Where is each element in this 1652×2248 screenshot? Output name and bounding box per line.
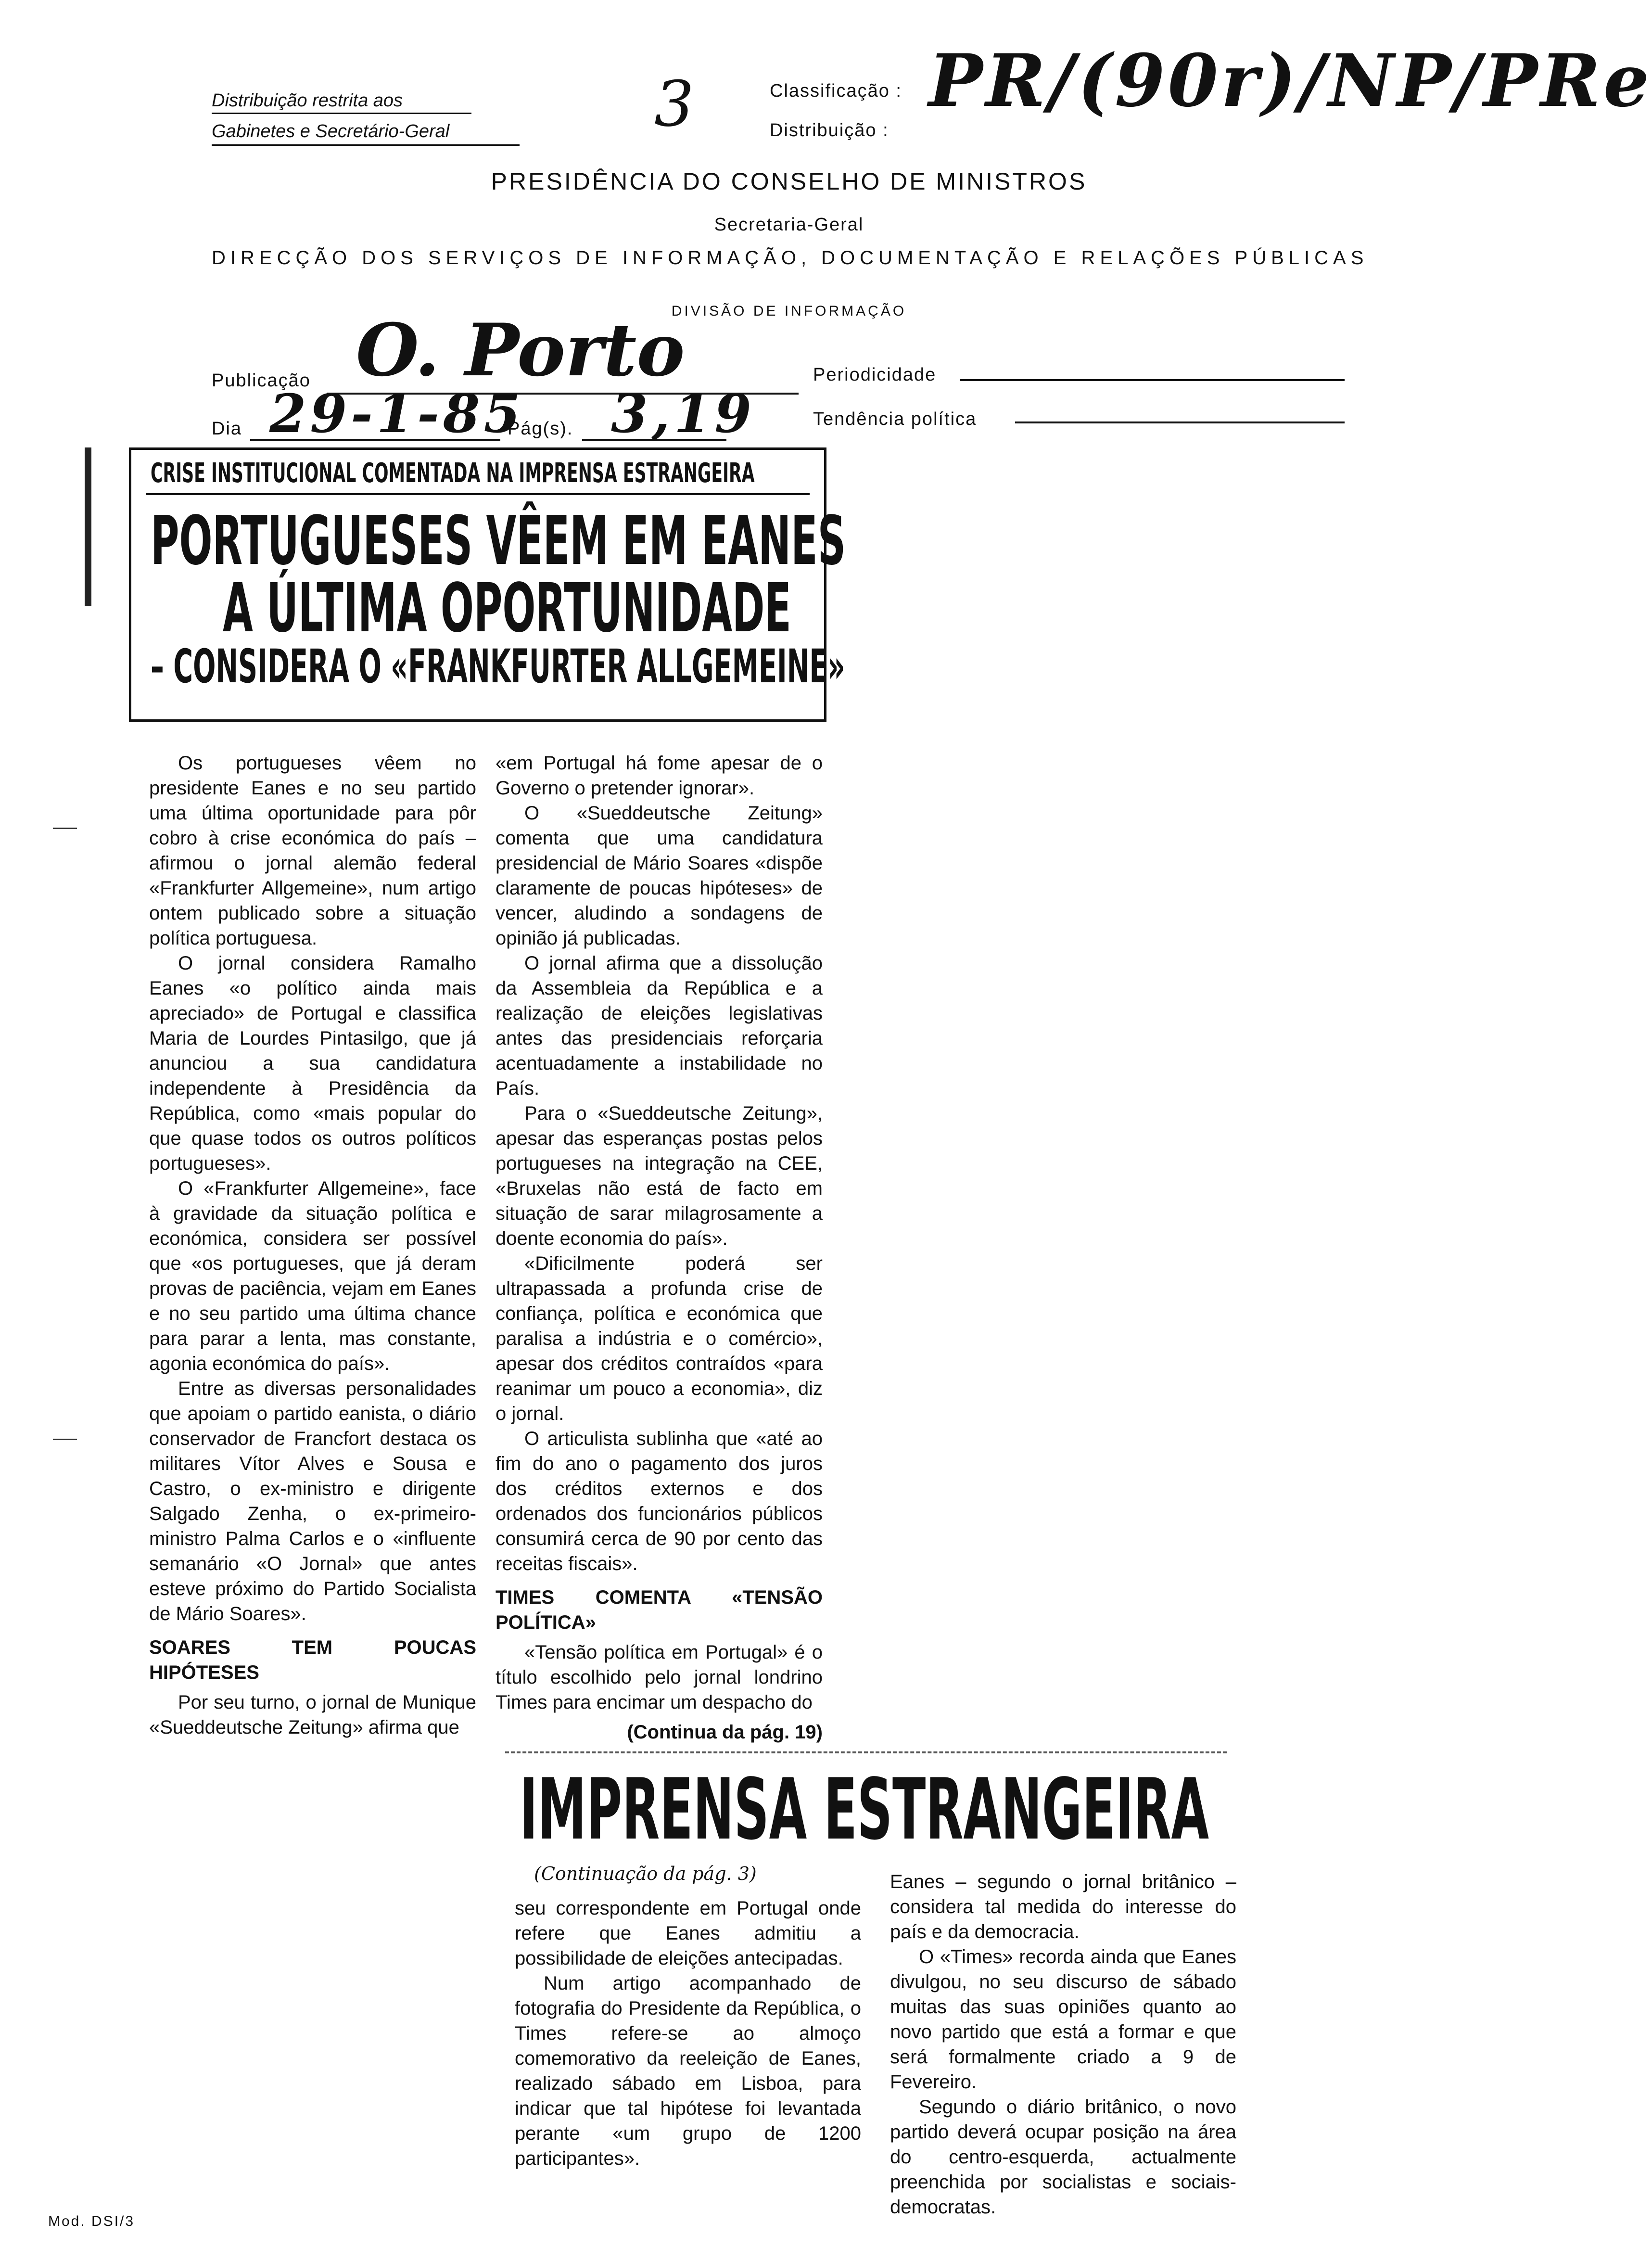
col2-paragraph: O articulista sublinha que «até ao fim do ano o pagamento dos juros dos créditos externos e dos ordenados dos funcionários públicos consumirá cerca de 90 por cento das receitas fiscais». bbox=[496, 1428, 823, 1574]
restricted-underline-2 bbox=[212, 144, 520, 146]
headline-line-1: PORTUGUESES VÊEM EM EANES bbox=[151, 502, 846, 580]
continuation-column-1 bbox=[515, 1896, 861, 2171]
cont-col2-paragraph: Eanes – segundo o jornal britânico – considera tal medida do interesse do país e da democracia. bbox=[890, 1871, 1236, 1942]
secretaria-subtitle: Secretaria-Geral bbox=[714, 215, 864, 235]
classificacao-label: Classificação : bbox=[770, 81, 902, 101]
dia-value: 29-1-85 bbox=[269, 383, 524, 445]
col2-paragraph: «Dificilmente poderá ser ultrapassada a profunda crise de confiança, política e económica que paralisa a indústria e o comércio», apesar dos créditos contraídos «para reanimar um pouco a economia», diz o jornal. bbox=[496, 1253, 823, 1424]
handwritten-mark: 3 bbox=[654, 67, 694, 140]
kicker-rule bbox=[146, 493, 810, 495]
continued-note: (Continua da pág. 19) bbox=[627, 1722, 823, 1743]
col2-paragraph: Para o «Sueddeutsche Zeitung», apesar das esperanças postas pelos portugueses na integração na CEE, «Bruxelas não está de facto em situação de sarar milagrosamente a doente economia do país». bbox=[496, 1103, 823, 1249]
clipping-divider bbox=[505, 1751, 1227, 1753]
periodicidade-label: Periodicidade bbox=[813, 365, 937, 385]
col2-paragraph: «em Portugal há fome apesar de o Governo o pretender ignorar». bbox=[496, 753, 823, 799]
continuation-column-2 bbox=[890, 1869, 1236, 2220]
scan-tick-1 bbox=[53, 828, 77, 829]
cont-col1-paragraph: seu correspondente em Portugal onde refere que Eanes admitiu a possibilidade de eleições antecipadas. bbox=[515, 1898, 861, 1969]
handwritten-code: PR/(90r)/NP/PRe bbox=[928, 38, 1652, 123]
restricted-line-1: Distribuição restrita aos bbox=[212, 90, 403, 111]
col1-paragraph: Os portugueses vêem no presidente Eanes e no seu partido uma última oportunidade para pôr cobro à crise económica do país – afirmou o jornal alemão federal «Frankfurter Allgemeine», num artigo ontem publicado sobre a situação política portuguesa. bbox=[149, 753, 476, 949]
col2-paragraph: O «Sueddeutsche Zeitung» comenta que uma candidatura presidencial de Mário Soares «dispõe claramente de poucas hipóteses» de vencer, aludindo a sondagens de opinião já publicadas. bbox=[496, 803, 823, 949]
tendencia-label: Tendência política bbox=[813, 409, 977, 429]
pags-label: Pág(s). bbox=[508, 419, 573, 439]
headline-line-3: – CONSIDERA O «FRANKFURTER ALLGEMEINE» bbox=[151, 639, 845, 693]
continuation-from-page: (Continuação da pág. 3) bbox=[534, 1863, 757, 1884]
direccao-line: DIRECÇÃO DOS SERVIÇOS DE INFORMAÇÃO, DOCUMENTAÇÃO E RELAÇÕES PÚBLICAS bbox=[212, 247, 1369, 268]
restricted-line-2: Gabinetes e Secretário-Geral bbox=[212, 121, 450, 141]
distribuicao-label: Distribuição : bbox=[770, 120, 889, 140]
col1-paragraph: Entre as diversas personalidades que apoiam o partido eanista, o diário conservador de Francfort destaca os militares Vítor Alves e Sousa e Castro, o ex-ministro e dirigente Salgado Zenha, o ex-primeiro-ministro Palma Carlos e o «influente semanário «O Jornal» que antes esteve próximo do Partido Socialista de Mário Soares». bbox=[149, 1378, 476, 1624]
cont-col2-paragraph: Segundo o diário britânico, o novo partido deverá ocupar posição na área do centro-esquerda, actualmente preenchida por socialistas e sociais-democratas. bbox=[890, 2096, 1236, 2218]
col1-subhead: SOARES TEM POUCAS HIPÓTESES bbox=[149, 1637, 476, 1683]
publicacao-value: O. Porto bbox=[356, 308, 685, 393]
publicacao-label: Publicação bbox=[212, 370, 311, 391]
cont-col1-paragraph: Num artigo acompanhado de fotografia do Presidente da República, o Times refere-se ao almoço comemorativo da reeleição de Eanes, realizado sábado em Lisboa, para indicar que tal hipótese foi levantada perante «um grupo de 1200 participantes». bbox=[515, 1973, 861, 2169]
kicker: CRISE INSTITUCIONAL COMENTADA NA IMPRENSA ESTRANGEIRA bbox=[151, 458, 755, 489]
scan-tick-2 bbox=[53, 1439, 77, 1440]
headline-box bbox=[129, 447, 846, 722]
col2-subhead: TIMES COMENTA «TENSÃO POLÍTICA» bbox=[496, 1587, 823, 1633]
scan-edge-mark bbox=[85, 447, 91, 606]
continuation-title: IMPRENSA ESTRANGEIRA bbox=[520, 1761, 1209, 1859]
periodicidade-line bbox=[960, 379, 1345, 381]
col1-paragraph: O «Frankfurter Allgemeine», face à gravidade da situação política e económica, considera ser possível que «os portugueses, que já deram provas de paciência, vejam em Eanes e no seu partido uma última chance para parar a lenta, mas constante, agonia económica do país». bbox=[149, 1178, 476, 1374]
col1-paragraph: Por seu turno, o jornal de Munique «Sueddeutsche Zeitung» afirma que bbox=[149, 1692, 476, 1738]
article-column-2 bbox=[496, 751, 823, 1745]
headline-line-2: A ÚLTIMA OPORTUNIDADE bbox=[223, 569, 791, 648]
cont-col2-paragraph: O «Times» recorda ainda que Eanes divulgou, no seu discurso de sábado muitas das suas opiniões quanto ao novo partido que está a formar e que será formalmente criado a 9 de Fevereiro. bbox=[890, 1946, 1236, 2093]
pags-value: 3,19 bbox=[611, 383, 755, 445]
col1-paragraph: O jornal considera Ramalho Eanes «o político ainda mais apreciado» de Portugal e classifica Maria de Lourdes Pintasilgo, que já anunciou a sua candidatura independente à Presidência da República, como «mais popular do que quase todos os outros políticos portugueses». bbox=[149, 953, 476, 1174]
article-column-1 bbox=[149, 751, 476, 1740]
tendencia-line bbox=[1015, 422, 1345, 423]
dia-label: Dia bbox=[212, 419, 242, 439]
col2-paragraph: «Tensão política em Portugal» é o título escolhido pelo jornal londrino Times para encimar um despacho do bbox=[496, 1642, 823, 1713]
form-model: Mod. DSI/3 bbox=[48, 2213, 135, 2229]
restricted-underline-1 bbox=[212, 113, 471, 114]
presidencia-title: PRESIDÊNCIA DO CONSELHO DE MINISTROS bbox=[491, 168, 1087, 195]
col2-paragraph: O jornal afirma que a dissolução da Assembleia da República e a realização de eleições legislativas antes das presidenciais reforçaria acentuadamente a instabilidade no País. bbox=[496, 953, 823, 1099]
divisao-line: DIVISÃO DE INFORMAÇÃO bbox=[671, 303, 907, 319]
